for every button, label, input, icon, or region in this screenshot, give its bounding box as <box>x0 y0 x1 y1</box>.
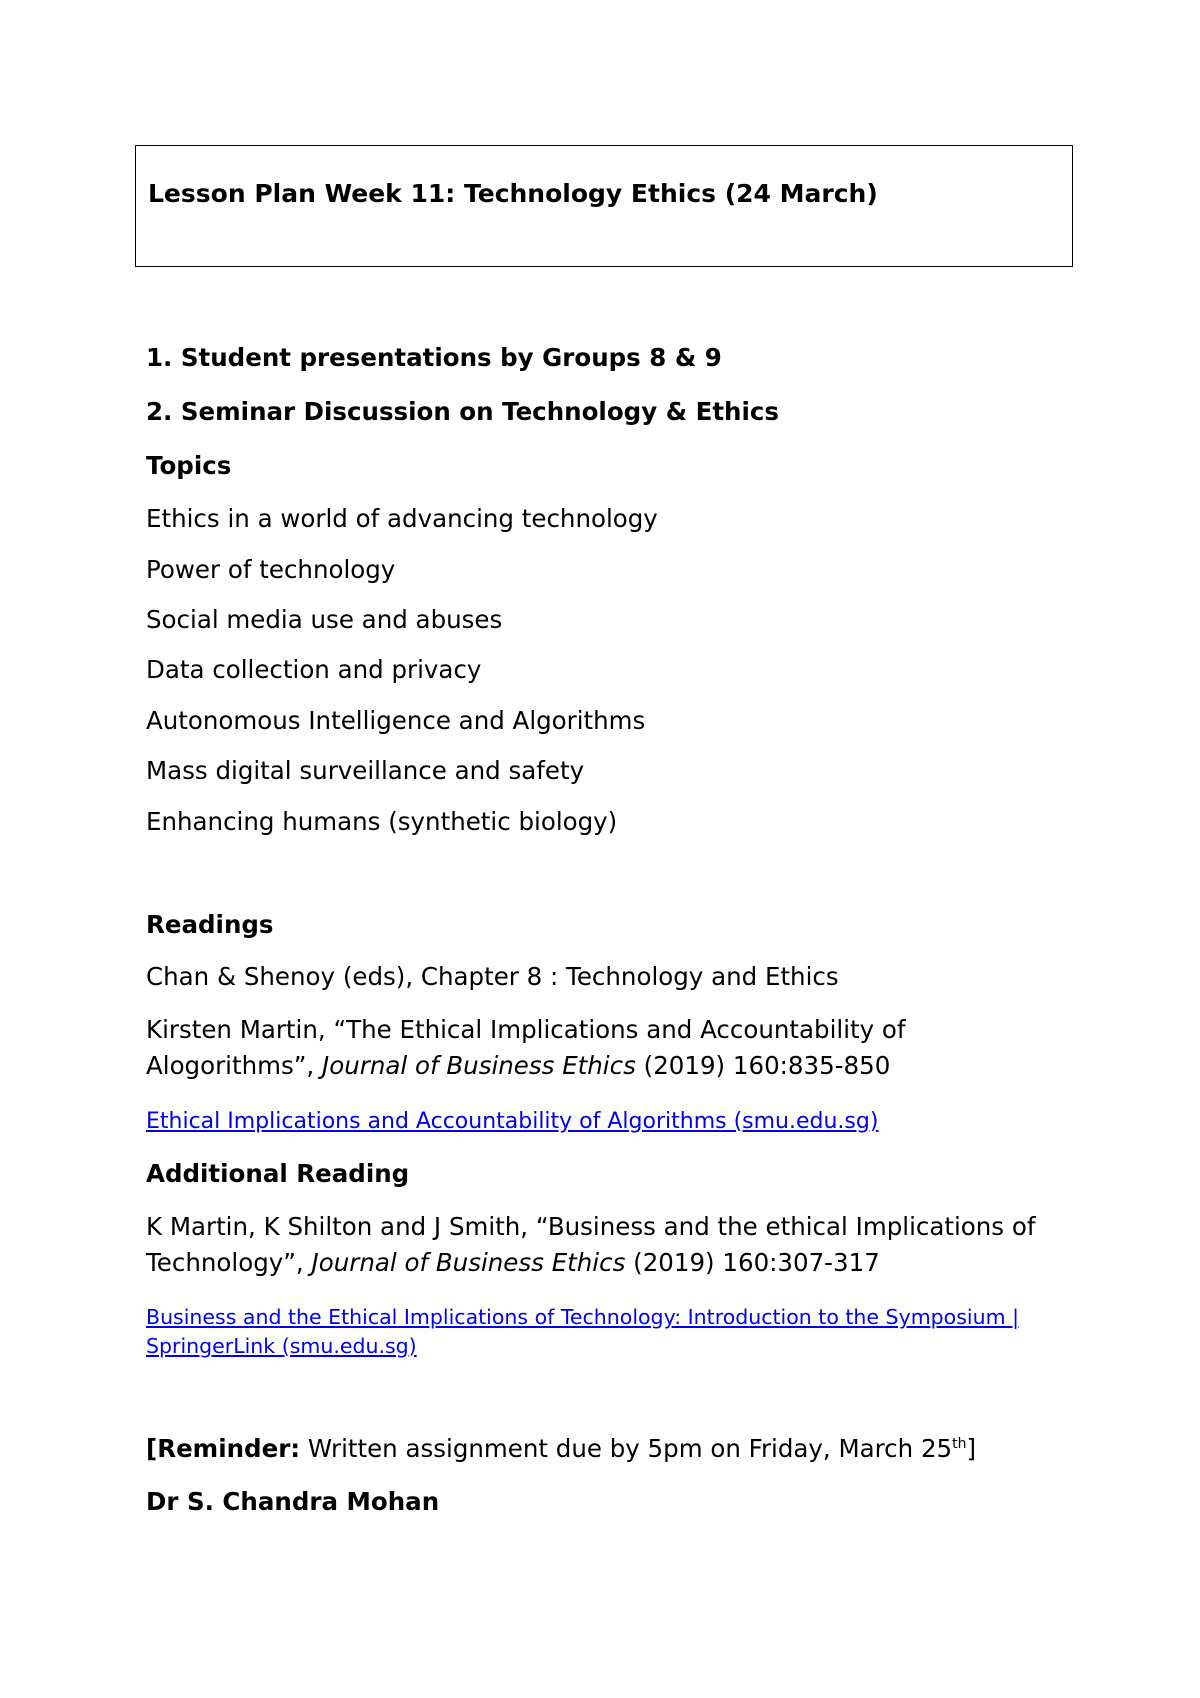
reading-item-1: Chan & Shenoy (eds), Chapter 8 : Technology and Ethics <box>146 962 839 991</box>
topic-item: Social media use and abuses <box>146 605 503 634</box>
topic-item: Ethics in a world of advancing technology <box>146 504 658 533</box>
topic-item: Autonomous Intelligence and Algorithms <box>146 706 646 735</box>
reading-link-springer[interactable]: Business and the Ethical Implications of Technology: Introduction to the Symposium | SpringerLink (smu.edu.sg) <box>146 1305 1019 1358</box>
additional-reading-heading: Additional Reading <box>146 1159 410 1188</box>
topic-item: Mass digital surveillance and safety <box>146 756 585 785</box>
lesson-title: Lesson Plan Week 11: Technology Ethics (24 March) <box>148 179 878 208</box>
topic-item: Data collection and privacy <box>146 655 482 684</box>
journal-title: Journal of Business Ethics <box>322 1051 636 1080</box>
additional-reading-item <box>146 1209 1035 1281</box>
signature: Dr S. Chandra Mohan <box>146 1487 440 1516</box>
reminder-label: Reminder: <box>157 1434 301 1463</box>
reminder-line: [Reminder: Written assignment due by 5pm on Friday, March 25th] <box>146 1434 977 1463</box>
title-box <box>135 145 1073 267</box>
readings-heading: Readings <box>146 910 274 939</box>
additional-reading-line1: K Martin, K Shilton and J Smith, “Business and the ethical Implications of <box>146 1212 1036 1241</box>
agenda-item-1: 1. Student presentations by Groups 8 & 9 <box>146 343 722 372</box>
reading-item-2-line2: Alogorithms”, Journal of Business Ethics (2019) 160:835-850 <box>146 1051 891 1080</box>
topic-item: Enhancing humans (synthetic biology) <box>146 807 618 836</box>
journal-title: Journal of Business Ethics <box>311 1248 626 1277</box>
agenda-item-2: 2. Seminar Discussion on Technology & Ethics <box>146 397 779 426</box>
reading-link-algorithms[interactable]: Ethical Implications and Accountability of Algorithms (smu.edu.sg) <box>146 1109 879 1134</box>
topics-heading: Topics <box>146 451 232 480</box>
additional-reading-line2: Technology”, Journal of Business Ethics (2019) 160:307-317 <box>146 1248 880 1277</box>
topic-item: Power of technology <box>146 555 396 584</box>
reading-item-2 <box>146 1012 906 1084</box>
reading-item-2-line1: Kirsten Martin, “The Ethical Implications and Accountability of <box>146 1015 906 1044</box>
